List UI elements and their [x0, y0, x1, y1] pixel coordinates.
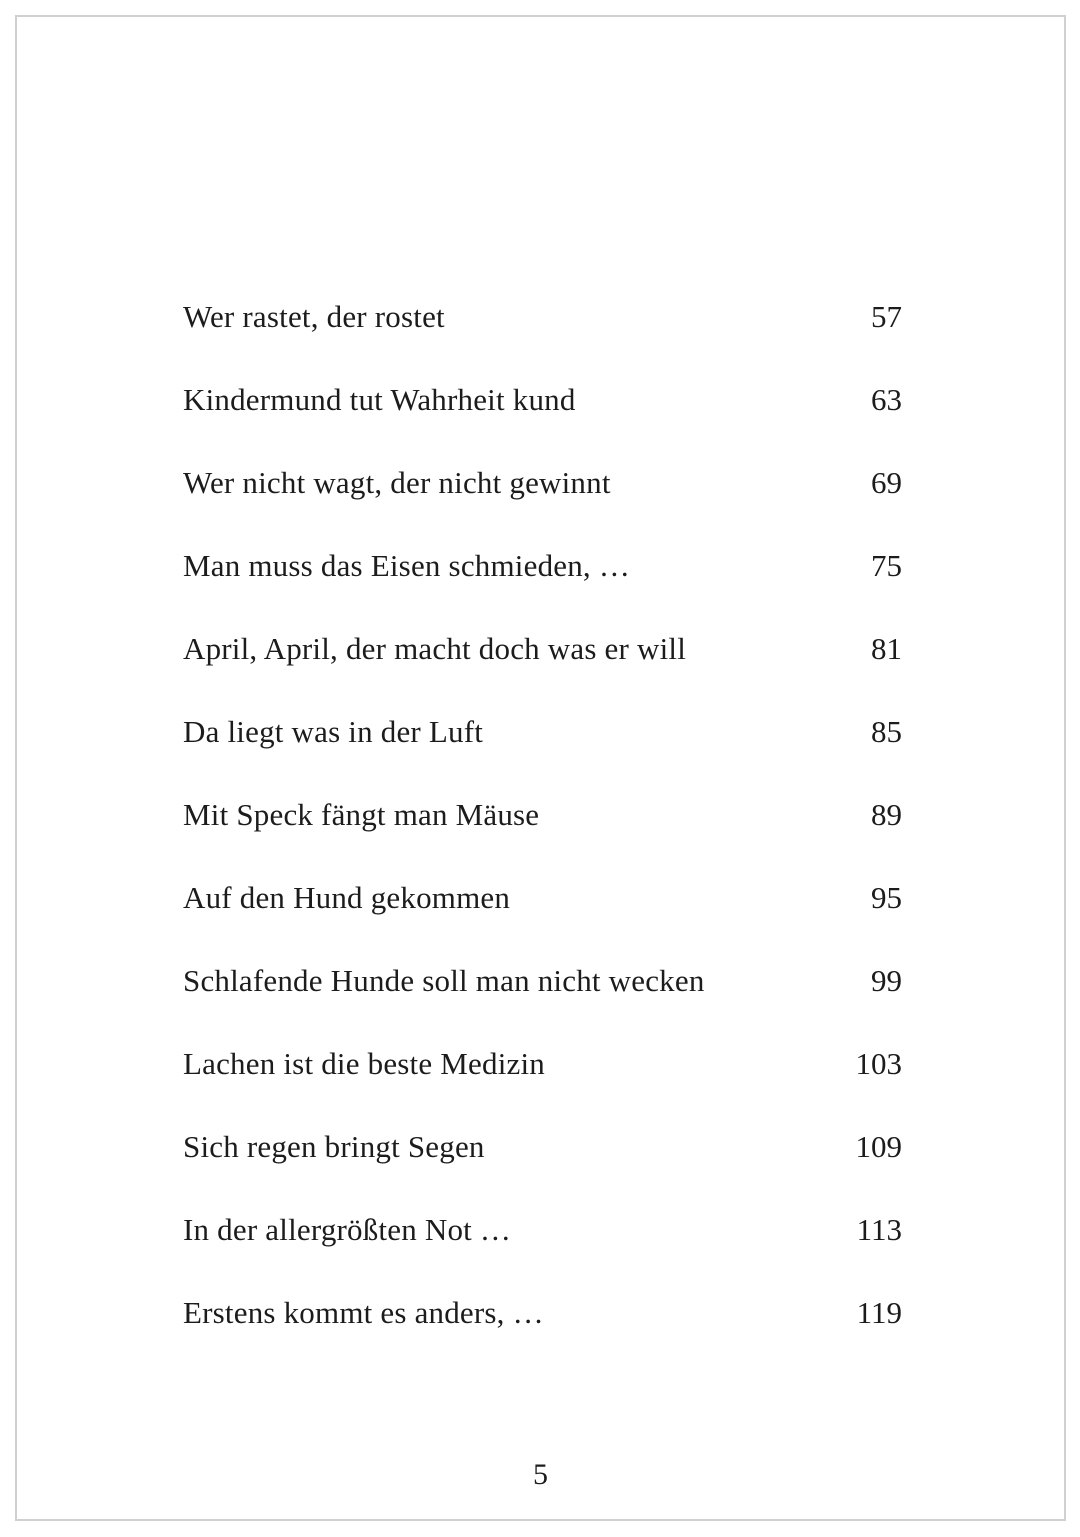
toc-entry: [183, 1022, 902, 1105]
page-number-folio: 5: [533, 1458, 548, 1491]
toc-entry-page-number: 75: [871, 548, 902, 583]
table-of-contents: [183, 275, 902, 1354]
toc-entry: [183, 524, 902, 607]
toc-entry-page-number: 95: [871, 880, 902, 915]
toc-entry-page-number: 81: [871, 631, 902, 666]
toc-entry-title: Wer nicht wagt, der nicht gewinnt: [183, 465, 611, 500]
toc-entry-title: Erstens kommt es anders, …: [183, 1295, 544, 1330]
toc-entry-title: April, April, der macht doch was er will: [183, 631, 687, 666]
toc-entry: [183, 358, 902, 441]
toc-entry-page-number: 113: [856, 1212, 902, 1247]
toc-entry: [183, 1271, 902, 1354]
toc-entry: [183, 1105, 902, 1188]
toc-entry-title: Wer rastet, der rostet: [183, 299, 445, 334]
toc-entry-title: Lachen ist die beste Medizin: [183, 1046, 545, 1081]
toc-entry-title: Sich regen bringt Segen: [183, 1129, 485, 1164]
page-border: [15, 15, 1066, 1521]
toc-entry-page-number: 69: [871, 465, 902, 500]
toc-entry: [183, 1188, 902, 1271]
toc-entry-page-number: 57: [871, 299, 902, 334]
toc-entry-page-number: 99: [871, 963, 902, 998]
toc-entry-title: Man muss das Eisen schmieden, …: [183, 548, 631, 583]
toc-entry-page-number: 119: [856, 1295, 902, 1330]
toc-entry-title: Mit Speck fängt man Mäuse: [183, 797, 540, 832]
toc-entry-page-number: 103: [855, 1046, 902, 1081]
toc-entry: [183, 275, 902, 358]
toc-entry-title: In der allergrößten Not …: [183, 1212, 512, 1247]
toc-entry: [183, 607, 902, 690]
toc-entry: [183, 773, 902, 856]
toc-entry-page-number: 109: [855, 1129, 902, 1164]
toc-entry-title: Schlafende Hunde soll man nicht wecken: [183, 963, 705, 998]
toc-entry-page-number: 89: [871, 797, 902, 832]
toc-entry-page-number: 63: [871, 382, 902, 417]
toc-entry: [183, 441, 902, 524]
toc-entry: [183, 690, 902, 773]
toc-entry-title: Kindermund tut Wahrheit kund: [183, 382, 576, 417]
toc-entry-title: Auf den Hund gekommen: [183, 880, 511, 915]
toc-entry-title: Da liegt was in der Luft: [183, 714, 484, 749]
toc-entry-page-number: 85: [871, 714, 902, 749]
toc-entry: [183, 939, 902, 1022]
toc-entry: [183, 856, 902, 939]
